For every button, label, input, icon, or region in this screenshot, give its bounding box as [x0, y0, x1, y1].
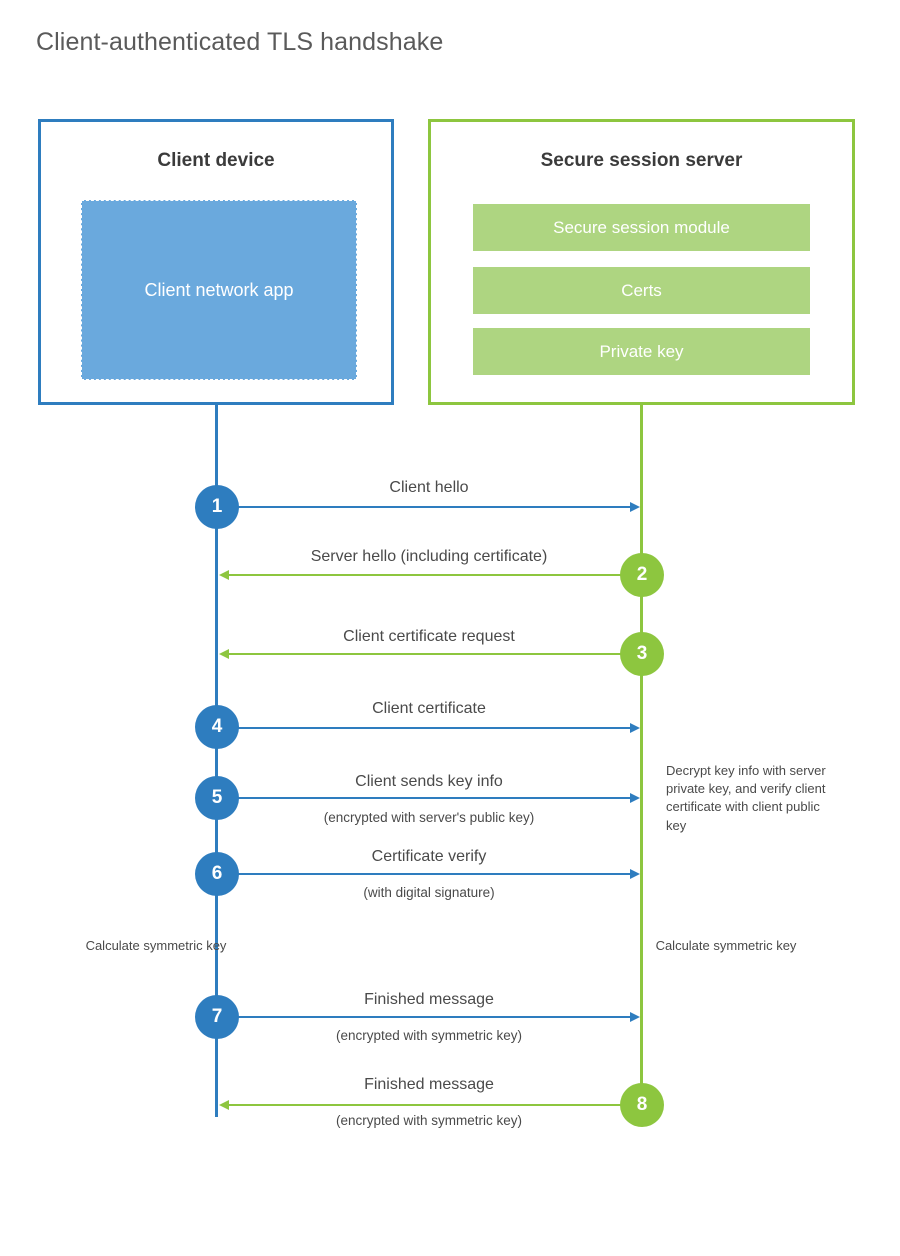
arrow-head-right-icon — [630, 723, 640, 733]
step-circle-5: 5 — [195, 776, 239, 820]
step-circle-2: 2 — [620, 553, 664, 597]
arrow-step-8 — [228, 1104, 622, 1106]
label-step-2: Server hello (including certificate) — [310, 548, 548, 565]
label-step-6: Certificate verify — [371, 848, 487, 865]
label-step-3: Client certificate request — [343, 628, 515, 645]
label-step-5: Client sends key info — [355, 773, 503, 790]
page-title: Client-authenticated TLS handshake — [36, 28, 444, 56]
client-network-app-block: Client network app — [81, 200, 357, 380]
server-item-private-key: Private key — [473, 328, 810, 375]
step-circle-3: 3 — [620, 632, 664, 676]
sublabel-step-8: (encrypted with symmetric key) — [335, 1113, 523, 1128]
client-device-title: Client device — [157, 150, 275, 171]
note-server-decrypt: Decrypt key info with server private key, and verify client certificate with client public key — [666, 763, 826, 833]
arrow-head-right-icon — [630, 502, 640, 512]
arrow-step-3 — [228, 653, 622, 655]
arrow-step-1 — [217, 506, 631, 508]
step-circle-7: 7 — [195, 995, 239, 1039]
step-circle-1: 1 — [195, 485, 239, 529]
sublabel-step-6: (with digital signature) — [363, 885, 495, 900]
step-circle-8: 8 — [620, 1083, 664, 1127]
step-circle-6: 6 — [195, 852, 239, 896]
arrow-head-left-icon — [219, 1100, 229, 1110]
arrow-step-7 — [217, 1016, 631, 1018]
sublabel-step-7: (encrypted with symmetric key) — [335, 1028, 523, 1043]
server-lifeline — [640, 405, 643, 1105]
sublabel-step-5: (encrypted with server's public key) — [323, 810, 535, 825]
note-client-calculate-symmetric-key: Calculate symmetric key — [85, 938, 227, 953]
step-circle-4: 4 — [195, 705, 239, 749]
label-step-4: Client certificate — [372, 700, 486, 717]
secure-session-server-box — [428, 119, 855, 405]
arrow-step-6 — [217, 873, 631, 875]
label-step-7: Finished message — [364, 991, 494, 1008]
arrow-head-right-icon — [630, 793, 640, 803]
label-step-8: Finished message — [364, 1076, 494, 1093]
arrow-head-right-icon — [630, 1012, 640, 1022]
label-step-1: Client hello — [389, 479, 469, 496]
arrow-head-right-icon — [630, 869, 640, 879]
arrow-step-5 — [217, 797, 631, 799]
arrow-step-2 — [228, 574, 622, 576]
arrow-head-left-icon — [219, 649, 229, 659]
arrow-head-left-icon — [219, 570, 229, 580]
secure-session-server-title: Secure session server — [540, 150, 743, 171]
server-item-secure-session-module: Secure session module — [473, 204, 810, 251]
note-server-calculate-symmetric-key: Calculate symmetric key — [655, 938, 797, 953]
arrow-step-4 — [217, 727, 631, 729]
client-device-box — [38, 119, 394, 405]
server-item-certs: Certs — [473, 267, 810, 314]
